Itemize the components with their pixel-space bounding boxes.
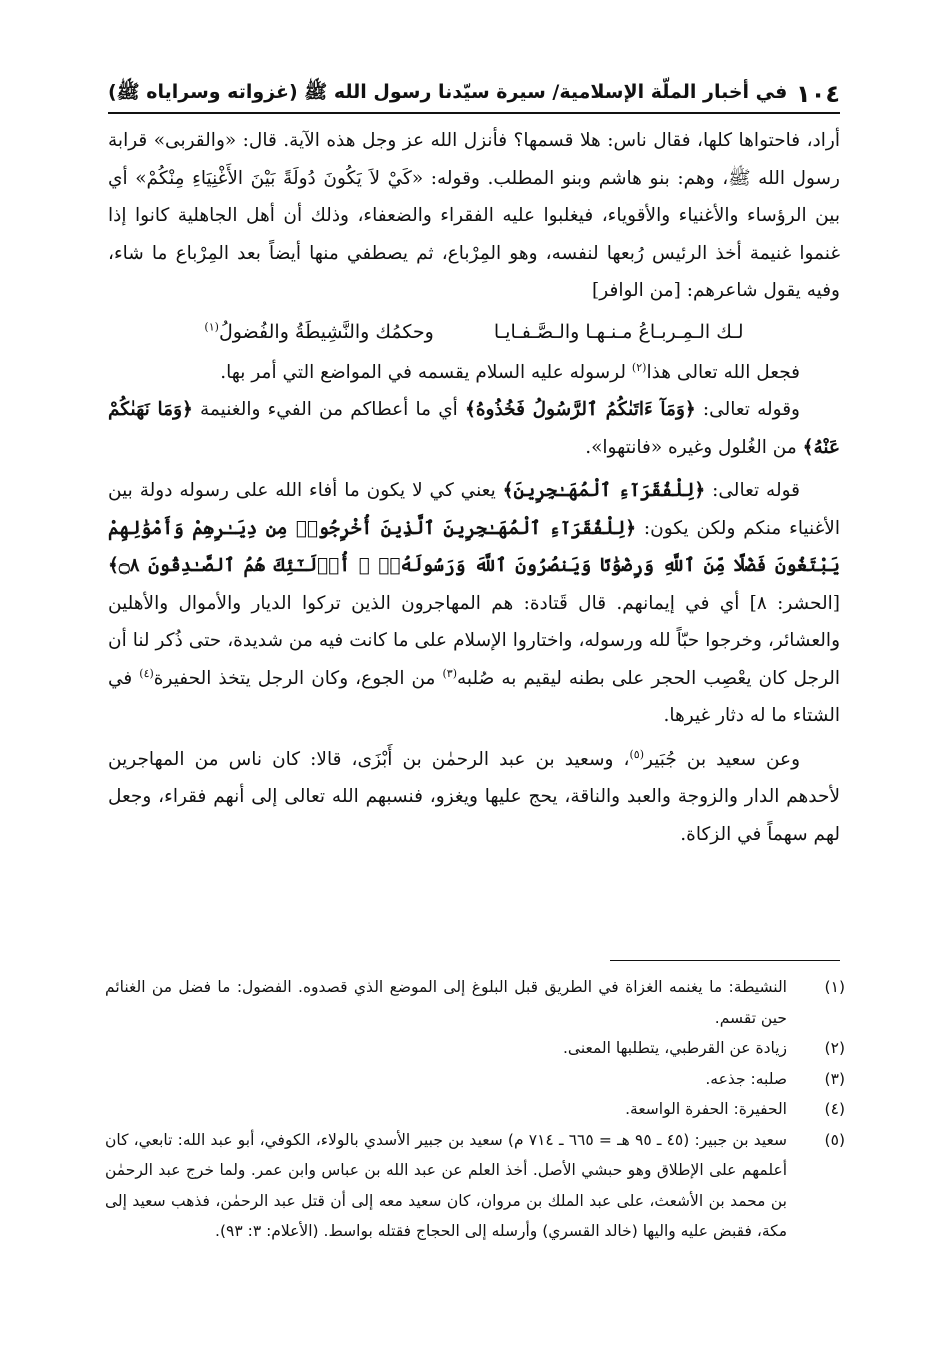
footnote-text: سعيد بن جبير: (٤٥ ـ ٩٥ هـ = ٦٦٥ ـ ٧١٤ م) سعيد بن جبير الأسدي بالولاء، الكوفي، أبو عبد الله: تابعي، كان أعلمهم على الإطلاق وهو حبشي الأصل. أخذ العلم عن عبد الله بن عباس وابن عمر. ولما خرج عبد الرحمٰن بن محمد بن الأشعث، على عبد الملك بن مروان، كان سعيد معه إلى أن قتل عبد الرحمٰن، فذهب سعيد إلى مكة، فقبض عليه واليها (خالد القسري) وأرسله إلى الحجاج فقتله بواسط. (الأعلام: ٣: ٩٣). (105, 1130, 788, 1240)
quran-quote: ﴿لِلْفُقَرَآءِ ٱلْمُهَـٰجِرِينَ﴾ (502, 480, 706, 501)
verse-first-hemistich: لـك الـمِـربـاعُ مـنـهـا والـصَّـفـايـا (493, 320, 744, 343)
footnote-number: (٣) (824, 1069, 845, 1088)
footnote-text: النشيطة: ما يغنمه الغزاة في الطريق قبل البلوغ إلى الموضع الذي قصدوه. الفضول: ما فضل من الغنائم حين تقسم. (105, 978, 787, 1027)
footnote-separator (610, 960, 840, 961)
footnote-item (105, 1125, 845, 1247)
main-text (108, 122, 840, 853)
footnote-ref-2: (٢) (631, 360, 647, 374)
paragraph-5: وعن سعيد بن جُبَير$^{(٥)}$، وسعيد بن عبد الرحمٰن بن أَبْزَى، قالا: كان ناس من المهاجرين لأحدهم الدار والزوجة والعبد والناقة، يحج عليها ويغزو، فنسبهم الله تعالى إلى أنهم فقراء، وجعل لهم سهماً في الزكاة. (108, 747, 840, 845)
page-header (108, 62, 840, 114)
footnote-text: زيادة عن القرطبي، يتطلبها المعنى. (562, 1039, 787, 1057)
footnote-ref-1: (١) (204, 320, 219, 334)
quran-quote: ﴿وَمَآ ءَاتَىٰكُمُ ٱلرَّسُولُ فَخُذُوهُ﴾ (464, 399, 696, 420)
footnote-ref-3: (٣) (442, 666, 457, 680)
verse-second-hemistich: وحكمُك والنَّشِيطَةُ والفُضولُ$^{(١)}$ (204, 320, 434, 343)
page-number: ١٠٤ (796, 80, 840, 108)
poem-verse (108, 312, 840, 352)
running-title: في أخبار الملّة الإسلامية/ سيرة سيّدنا رسول الله ﷺ (غزواته وسراياه ﷺ) (108, 81, 788, 103)
quran-quote: ﴿وَمَا نَهَىٰكُمْ عَنْهُ﴾ (108, 399, 840, 458)
quran-quote: ﴿لِلْفُقَرَآءِ ٱلْمُهَـٰجِرِينَ ٱلَّذِينَ أُخْرِجُوا۟ مِن دِيَـٰرِهِمْ وَأَمْوَٰلِهِمْ يَبْتَغُونَ فَضْلًا مِّنَ ٱللَّهِ وَرِضْوَٰنًا وَيَنصُرُونَ ٱللَّهَ وَرَسُولَهُۥٓ ۚ أُو۟لَـٰٓئِكَ هُمُ ٱلصَّـٰدِقُونَ ۝٨﴾ (108, 517, 840, 576)
footnotes (105, 972, 845, 1247)
footnote-text: صلبه: جذعه. (705, 1069, 787, 1088)
footnote-number: (٥) (824, 1130, 845, 1149)
footnote-item (105, 1064, 845, 1095)
footnote-item (105, 1033, 845, 1064)
footnote-text: الحفيرة: الحفرة الواسعة. (625, 1100, 787, 1118)
footnote-ref-4: (٤) (139, 666, 154, 680)
footnote-number: (٤) (824, 1100, 845, 1118)
paragraph-2: فجعل الله تعالى هذا$^{(٢)}$ لرسوله عليه السلام يقسمه في المواضع التي أمر بها. (220, 360, 800, 383)
paragraph-1: أراد، فاحتواها كلها، فقال ناس: هلا قسمها؟ فأنزل الله عز وجل هذه الآية. قال: «والقربى» قرابة رسول الله ﷺ، وهم: بنو هاشم وبنو المطلب. وقوله: «كَيْ لاَ يَكُونَ دُولَةً بَيْنَ الأَغْنِيَاءِ مِنْكُمْ» أي بين الرؤساء والأغنياء والأقوياء، فيغلبوا عليه الفقراء والضعفاء، وذلك أن أهل الجاهلية كانوا إذا غنموا غنيمة أخذ الرئيس رُبعها لنفسه، وهو المِرْباع، ثم يصطفي منها أيضاً بعد المِرْباع ما شاء، وفيه يقول شاعرهم: [من الوافر] (108, 130, 840, 301)
footnote-item (105, 972, 845, 1033)
footnote-ref-5: (٥) (629, 747, 644, 761)
paragraph-4: قوله تعالى: ﴿لِلْفُقَرَآءِ ٱلْمُهَـٰجِرِينَ﴾ يعني كي لا يكون ما أفاء الله على رسوله دولة بين الأغنياء منكم ولكن يكون: ﴿لِلْفُقَرَآءِ ٱلْمُهَـٰجِرِينَ ٱلَّذِينَ أُخْرِجُوا۟ مِن دِيَـٰرِهِمْ وَأَمْوَٰلِهِمْ يَبْتَغُونَ فَضْلًا مِّنَ ٱللَّهِ وَرِضْوَٰنًا وَيَنصُرُونَ ٱللَّهَ وَرَسُولَهُۥٓ ۚ أُو۟لَـٰٓئِكَ هُمُ ٱلصَّـٰدِقُونَ ۝٨﴾ [الحشر: ٨] أي في إيمانهم. قال قَتادة: هم المهاجرون الذين تركوا الديار والأموال والأهلين والعشائر، وخرجوا حبّاً لله ورسوله، واختاروا الإسلام على ما كانت فيه من شديدة، حتى ذُكر لنا أن الرجل كان يعْصِب الحجر على بطنه ليقيم به صُلبه$^{(٣)}$ من الجوع، وكان الرجل يتخذ الحفيرة$^{(٤)}$ في الشتاء ما له دثار غيرها. (108, 480, 840, 726)
footnote-number: (١) (824, 978, 845, 996)
footnote-number: (٢) (824, 1039, 845, 1057)
footnote-item (105, 1094, 845, 1125)
paragraph-3: وقوله تعالى: ﴿وَمَآ ءَاتَىٰكُمُ ٱلرَّسُولُ فَخُذُوهُ﴾ أي ما أعطاكم من الفيء والغنيمة ﴿وَمَا نَهَىٰكُمْ عَنْهُ﴾ من الغُلول وغيره «فانتهوا». (108, 399, 840, 458)
